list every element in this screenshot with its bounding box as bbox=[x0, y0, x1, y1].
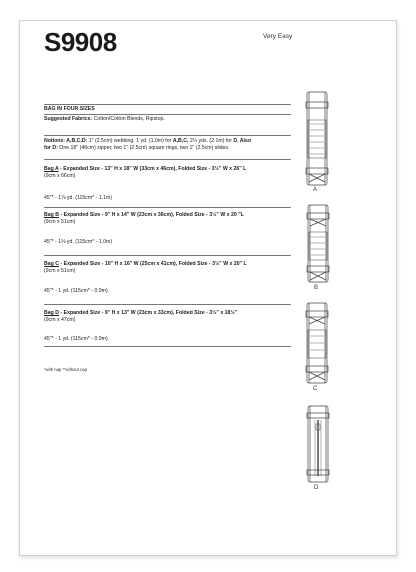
bag-a-yardage: 45"* - 1⅞ yd. (115cm* - 1.1m) bbox=[44, 195, 113, 201]
bag-label: Bag D bbox=[44, 310, 59, 316]
bag-size-metric: (9cm x 51cm) bbox=[44, 219, 76, 226]
divider bbox=[44, 104, 291, 105]
notions-label: Notions: A,B,C,D: bbox=[44, 138, 88, 144]
notions-block bbox=[44, 138, 294, 152]
bag-d-size bbox=[44, 310, 294, 324]
figure-label-a: A bbox=[313, 187, 318, 193]
divider bbox=[44, 114, 291, 115]
bag-a-size bbox=[44, 166, 294, 180]
divider bbox=[44, 159, 291, 160]
notions-abc: A,B,C, bbox=[172, 138, 189, 144]
bag-b-size bbox=[44, 212, 294, 226]
fabrics-label: Suggested Fabrics: bbox=[44, 116, 93, 122]
bag-size-metric: (9cm x 66cm) bbox=[44, 173, 76, 180]
bag-c-size bbox=[44, 261, 294, 275]
bag-d-yardage: 45"* - 1 yd. (115cm* - 0.9m) bbox=[44, 336, 108, 342]
bag-size-line: - Expanded Size - 9" H x 13" W (23cm x 33cm), Folded Size - 3½" x 18½" bbox=[59, 310, 238, 316]
notions-text3: One 18" (46cm) zipper, two 1" (2.5cm) square rings, two 1" (2.5cm) slides. bbox=[59, 145, 230, 152]
pattern-number: S9908 bbox=[44, 27, 117, 57]
bag-size-metric: (9cm x 51cm) bbox=[44, 268, 76, 275]
divider bbox=[44, 207, 291, 208]
bag-label: Bag B bbox=[44, 212, 59, 218]
bag-label: Bag A bbox=[44, 166, 59, 172]
fabrics-value: Cotton/Cotton Blends, Ripstop. bbox=[93, 116, 165, 122]
footnote: *with nap **without nap bbox=[44, 367, 88, 372]
intro-title: BAG IN FOUR SIZES bbox=[44, 106, 95, 112]
bag-size-metric: (9cm x 47cm) bbox=[44, 317, 76, 324]
notions-for-d: for D: bbox=[44, 145, 58, 152]
bag-c-yardage: 45"* - 1 yd. (115cm* - 0.9m) bbox=[44, 288, 108, 294]
divider bbox=[44, 255, 291, 256]
fabrics-line bbox=[44, 116, 294, 123]
bag-size-line: - Expanded Size - 9" H x 14" W (23cm x 36cm), Folded Size - 3½" W x 20 "L bbox=[59, 212, 244, 218]
divider bbox=[44, 346, 291, 347]
notions-text1: 1" (2.5cm) webbing: 1 yd. (1.0m) for bbox=[88, 138, 172, 144]
figure-label-b: B bbox=[314, 285, 319, 291]
difficulty-label: Very Easy bbox=[263, 33, 293, 40]
notions-d: D. Also bbox=[233, 138, 252, 144]
notions-text2: 2¼ yds. (2.1m) for bbox=[189, 138, 232, 144]
bag-b-yardage: 45"* - 1⅛ yd. (115cm* - 1.0m) bbox=[44, 239, 113, 245]
figure-label-d: D bbox=[314, 485, 319, 491]
divider bbox=[44, 135, 291, 136]
divider bbox=[44, 304, 291, 305]
bag-label: Bag C bbox=[44, 261, 59, 267]
bag-size-line: - Expanded Size - 13" H x 18" W (33cm x 46cm), Folded Size - 3½" W x 26" L bbox=[58, 166, 247, 172]
figure-label-c: C bbox=[313, 386, 318, 392]
bag-size-line: - Expanded Size - 10" H x 16" W (25cm x 41cm), Folded Size - 3½" W x 20" L bbox=[59, 261, 247, 267]
